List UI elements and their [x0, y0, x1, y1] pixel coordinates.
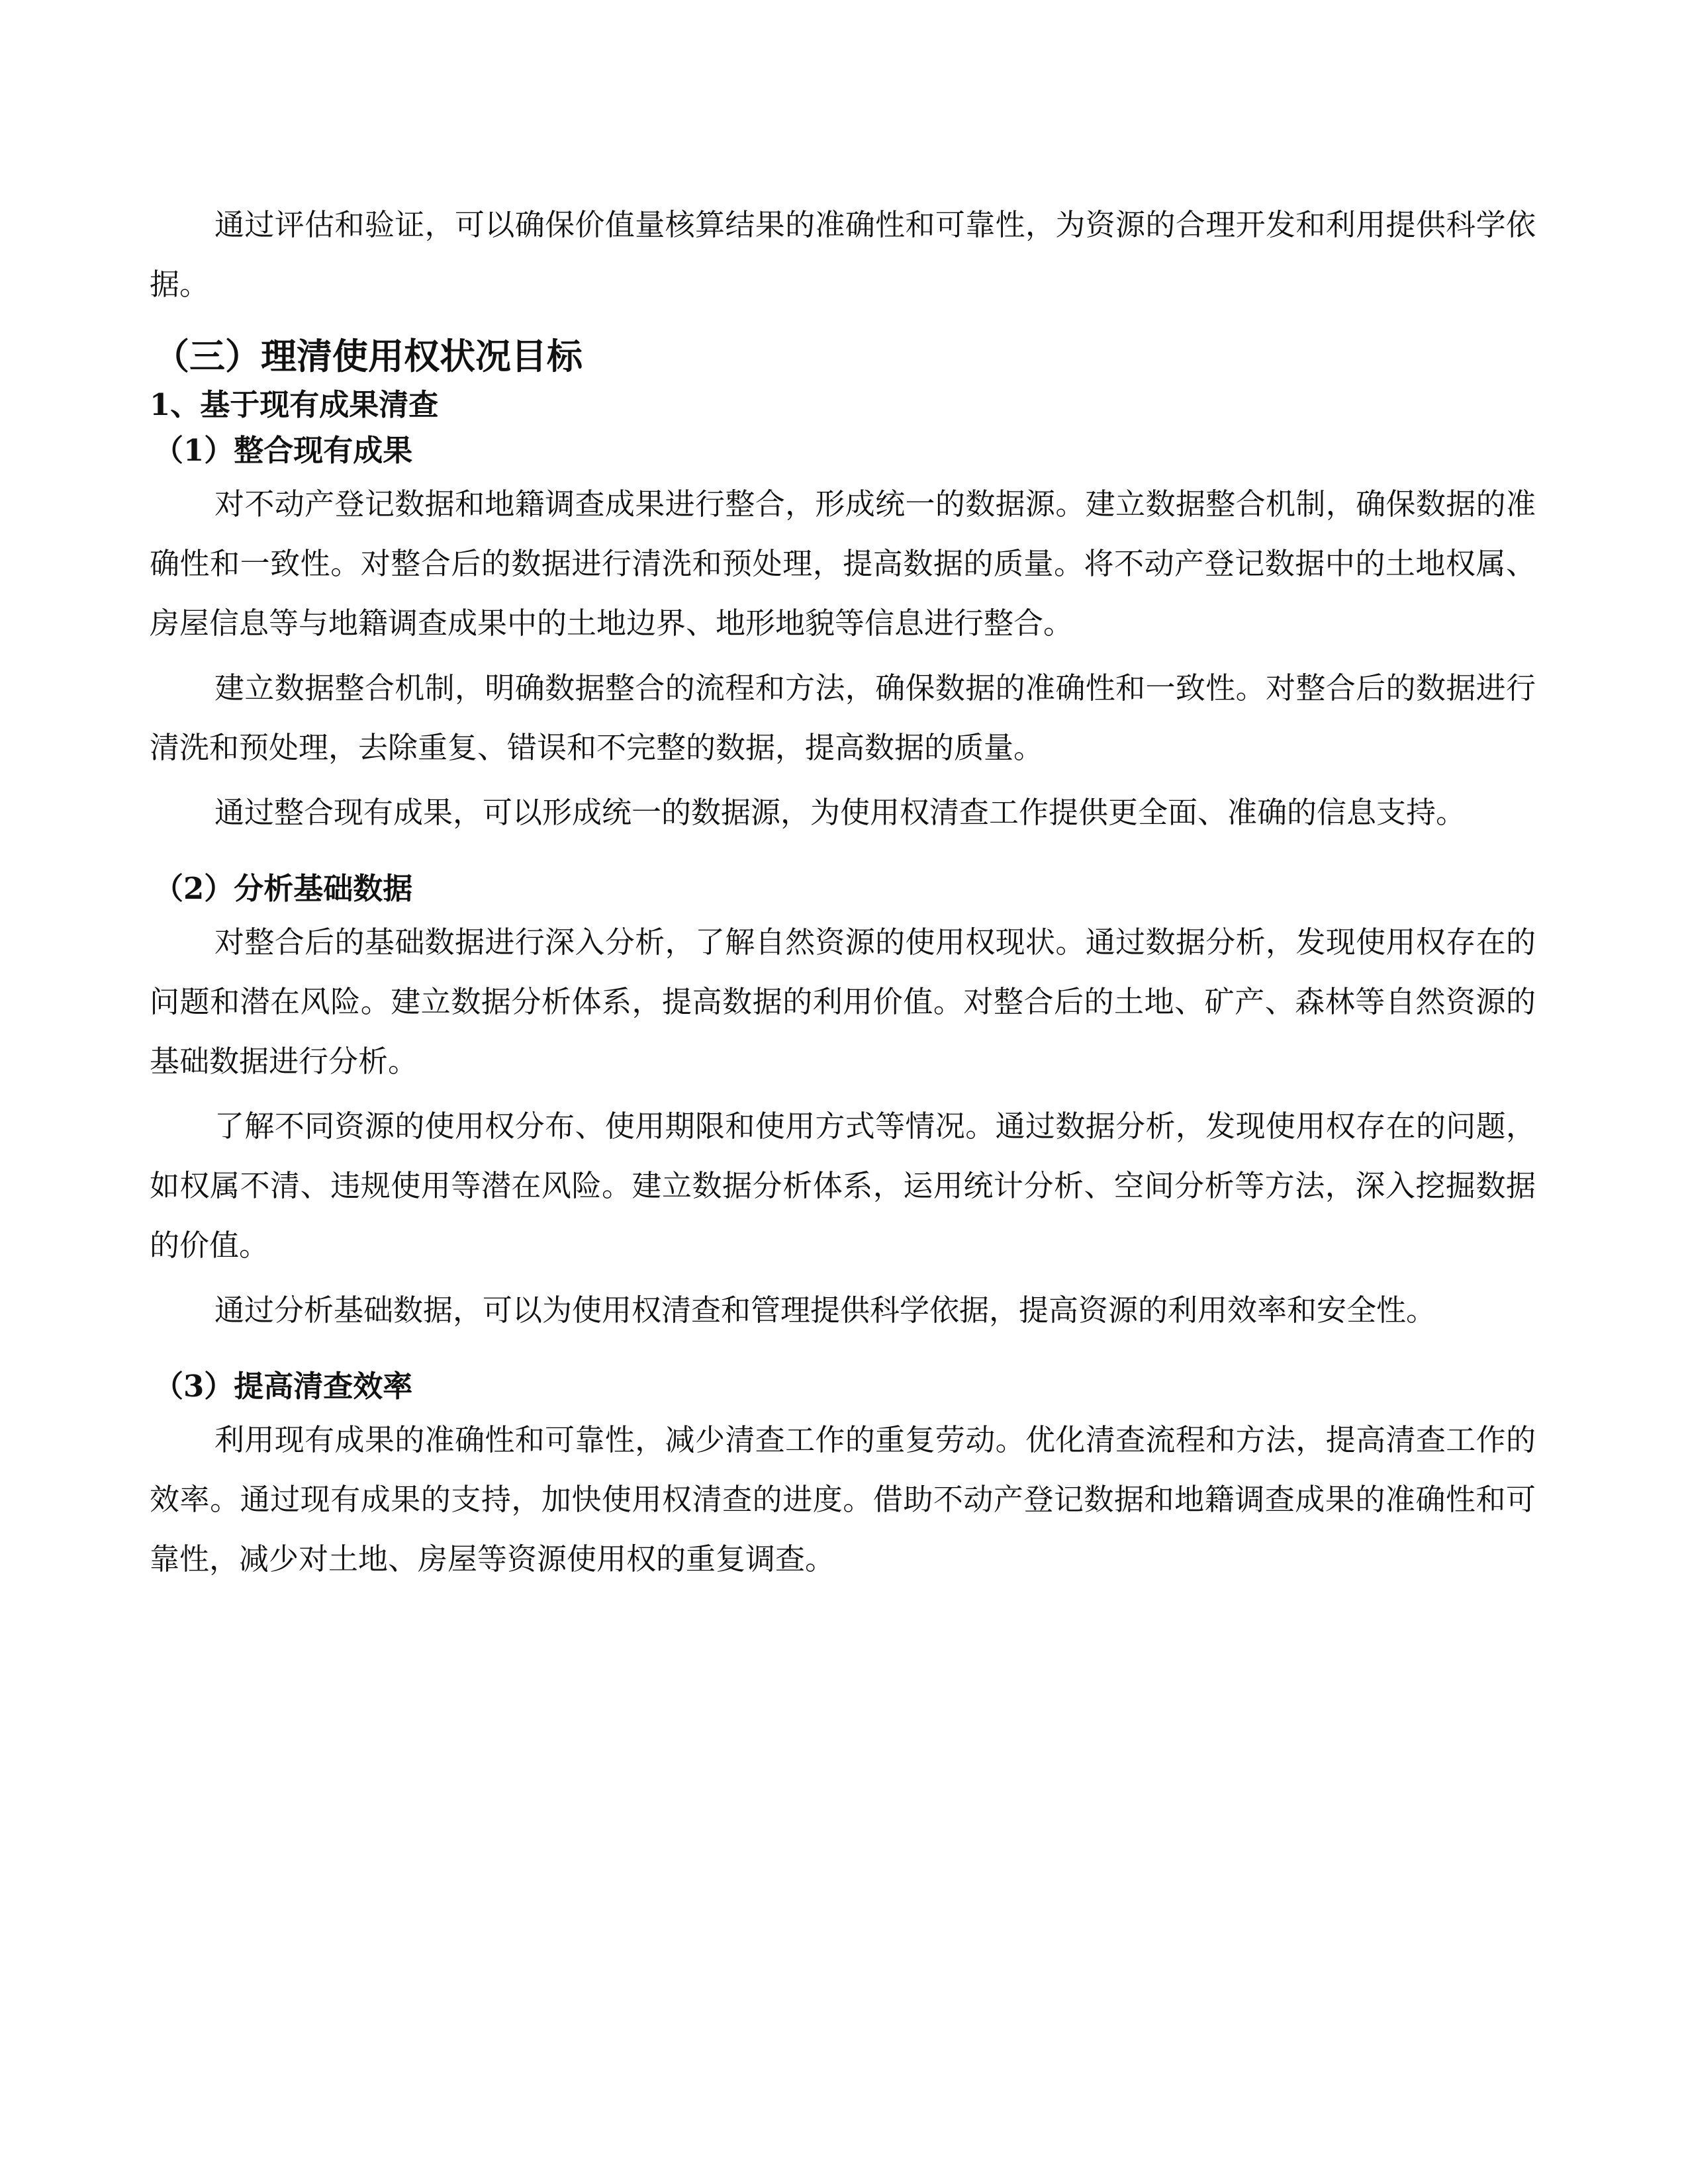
item-paragraph: 对整合后的基础数据进行深入分析，了解自然资源的使用权现状。通过数据分析，发现使用权存在的问题和潜在风险。建立数据分析体系，提高数据的利用价值。对整合后的土地、矿产、森林等自然资源的基础数据进行分析。 [150, 925, 1536, 1079]
spacer [150, 1275, 1536, 1281]
item-heading: （2）分析基础数据 [154, 871, 413, 906]
item-paragraph: 通过分析基础数据，可以为使用权清查和管理提供科学依据，提高资源的利用效率和安全性。 [214, 1293, 1436, 1328]
section-heading: （三）理清使用权状况目标 [154, 335, 583, 377]
item-paragraph: 利用现有成果的准确性和可靠性，减少清查工作的重复劳动。优化清查流程和方法，提高清查工作的效率。通过现有成果的支持，加快使用权清查的进度。借助不动产登记数据和地籍调查成果的准确性和可靠性，减少对土地、房屋等资源使用权的重复调查。 [150, 1422, 1536, 1576]
document-page [150, 195, 1536, 1589]
spacer [150, 778, 1536, 783]
subsection-heading: 1、基于现有成果清查 [150, 387, 439, 422]
item-heading: （3）提高清查效率 [154, 1369, 413, 1404]
spacer [150, 1340, 1536, 1363]
intro-paragraph: 通过评估和验证，可以确保价值量核算结果的准确性和可靠性，为资源的合理开发和利用提供科学依据。 [150, 207, 1536, 302]
item-1 [150, 427, 1536, 842]
item-paragraph: 通过整合现有成果，可以形成统一的数据源，为使用权清查工作提供更全面、准确的信息支持。 [214, 795, 1466, 830]
item-heading: （1）整合现有成果 [154, 433, 413, 468]
spacer [150, 842, 1536, 865]
item-3 [150, 1363, 1536, 1589]
spacer [150, 314, 1536, 329]
item-paragraph: 对不动产登记数据和地籍调查成果进行整合，形成统一的数据源。建立数据整合机制，确保数据的准确性和一致性。对整合后的数据进行清洗和预处理，提高数据的质量。将不动产登记数据中的土地权属、房屋信息等与地籍调查成果中的土地边界、地形地貌等信息进行整合。 [150, 486, 1536, 641]
item-2 [150, 865, 1536, 1340]
spacer [150, 1091, 1536, 1097]
spacer [150, 653, 1536, 659]
item-paragraph: 了解不同资源的使用权分布、使用期限和使用方式等情况。通过数据分析，发现使用权存在的问题，如权属不清、违规使用等潜在风险。建立数据分析体系，运用统计分析、空间分析等方法，深入挖掘数据的价值。 [150, 1109, 1536, 1263]
item-paragraph: 建立数据整合机制，明确数据整合的流程和方法，确保数据的准确性和一致性。对整合后的数据进行清洗和预处理，去除重复、错误和不完整的数据，提高数据的质量。 [150, 670, 1536, 765]
